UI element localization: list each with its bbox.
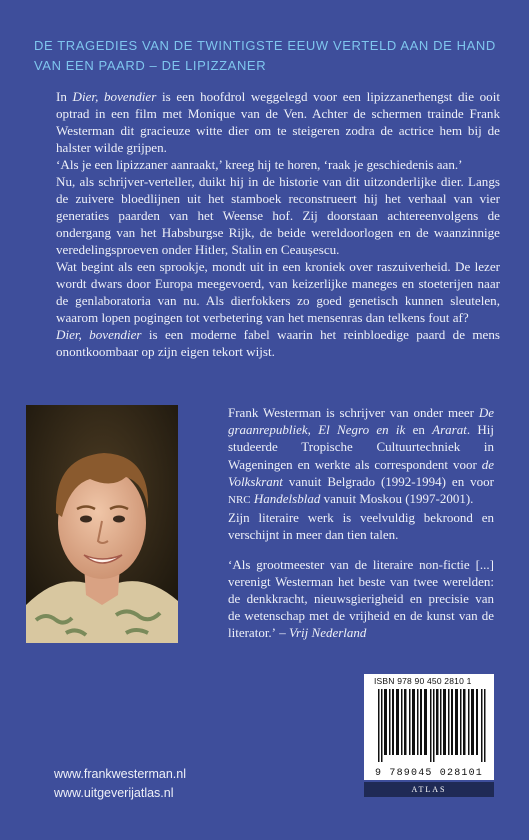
author-website-link[interactable]: www.frankwesterman.nl (54, 767, 186, 781)
blurb-paragraph-4: Wat begint als een sprookje, mondt uit in een kroniek over raszuiverheid. De lezer wordt dwars door Europa meegevoerd, van keizerlijke maneges en stoeterijen naar de genlaboratoria van nu. Als dierfokkers zo goed genetisch kunnen sleutelen, waarom lopen pogingen tot verbetering van het mensenras dan telkens fout af? (56, 259, 500, 325)
author-bio (228, 404, 494, 642)
bio-paragraph-2: Zijn literaire werk is veelvuldig bekroond en verschijnt in meer dan tien talen. (228, 510, 494, 543)
blurb-paragraph-3: Nu, als schrijver-verteller, duikt hij in de historie van dit uitzonderlijke dier. Langs de zuivere bloedlijnen uit het stamboek reconstrueert hij het verhaal van vier generaties paarden van het Weense hof. Zij doorstaan achtereenvolgens de ondergang van het Habsburgse Rijk, de beide wereldoorlogen en de waanzinnige veredelingsproeven onder Hitler, Stalin en Ceaușescu. (56, 174, 500, 257)
review-quote: ‘Als grootmeester van de literaire non-fictie [...] verenigt Westerman het beste van twee werelden: de denkkracht, nieuwsgierigheid en precisie van de wetenschap met de vrijheid en de kunst van de literator.’ – Vrij Nederland (228, 556, 494, 641)
blurb-paragraph-5: Dier, bovendier is een moderne fabel waarin het reinbloedige paard de mens onontkoombaar op zijn eigen tekort wijst. (56, 327, 500, 359)
blurb-paragraph-1: In Dier, bovendier is een hoofdrol weggelegd voor een lipizzanerhengst die ooit optrad in een film met Monique van de Ven. Achter de schermen trainde Frank Westerman dit gracieuze witte dier om te steigeren zodra de actrice hem bij de halster wilde grijpen. (56, 89, 500, 155)
blurb-paragraph-2: ‘Als je een lipizzaner aanraakt,’ kreeg hij te horen, ‘raak je geschiedenis aan.’ (56, 157, 463, 172)
back-cover-headline: DE TRAGEDIES VAN DE TWINTIGSTE EEUW VERTELD AAN DE HAND VAN EEN PAARD – DE LIPIZZANER (34, 38, 496, 73)
ean-digits: 9 789045 028101 (374, 768, 483, 779)
publisher-logo: ATLAS (364, 782, 494, 797)
barcode-bars-icon (378, 689, 486, 762)
barcode (364, 674, 494, 780)
website-links (54, 765, 186, 803)
author-photo (26, 405, 178, 643)
publisher-website-link[interactable]: www.uitgeverijatlas.nl (54, 786, 174, 800)
isbn-number: ISBN 978 90 450 2810 1 (374, 676, 472, 686)
blurb-text (56, 88, 500, 360)
bio-paragraph-1: Frank Westerman is schrijver van onder meer De graanrepubliek, El Negro en ik en Ararat. Hij studeerde Tropische Cultuurtechniek in Wageningen en werkte als correspondent voor de Volkskrant vanuit Belgrado (1992-1994) en voor NRC Handelsblad vanuit Moskou (1997-2001). (228, 405, 494, 507)
